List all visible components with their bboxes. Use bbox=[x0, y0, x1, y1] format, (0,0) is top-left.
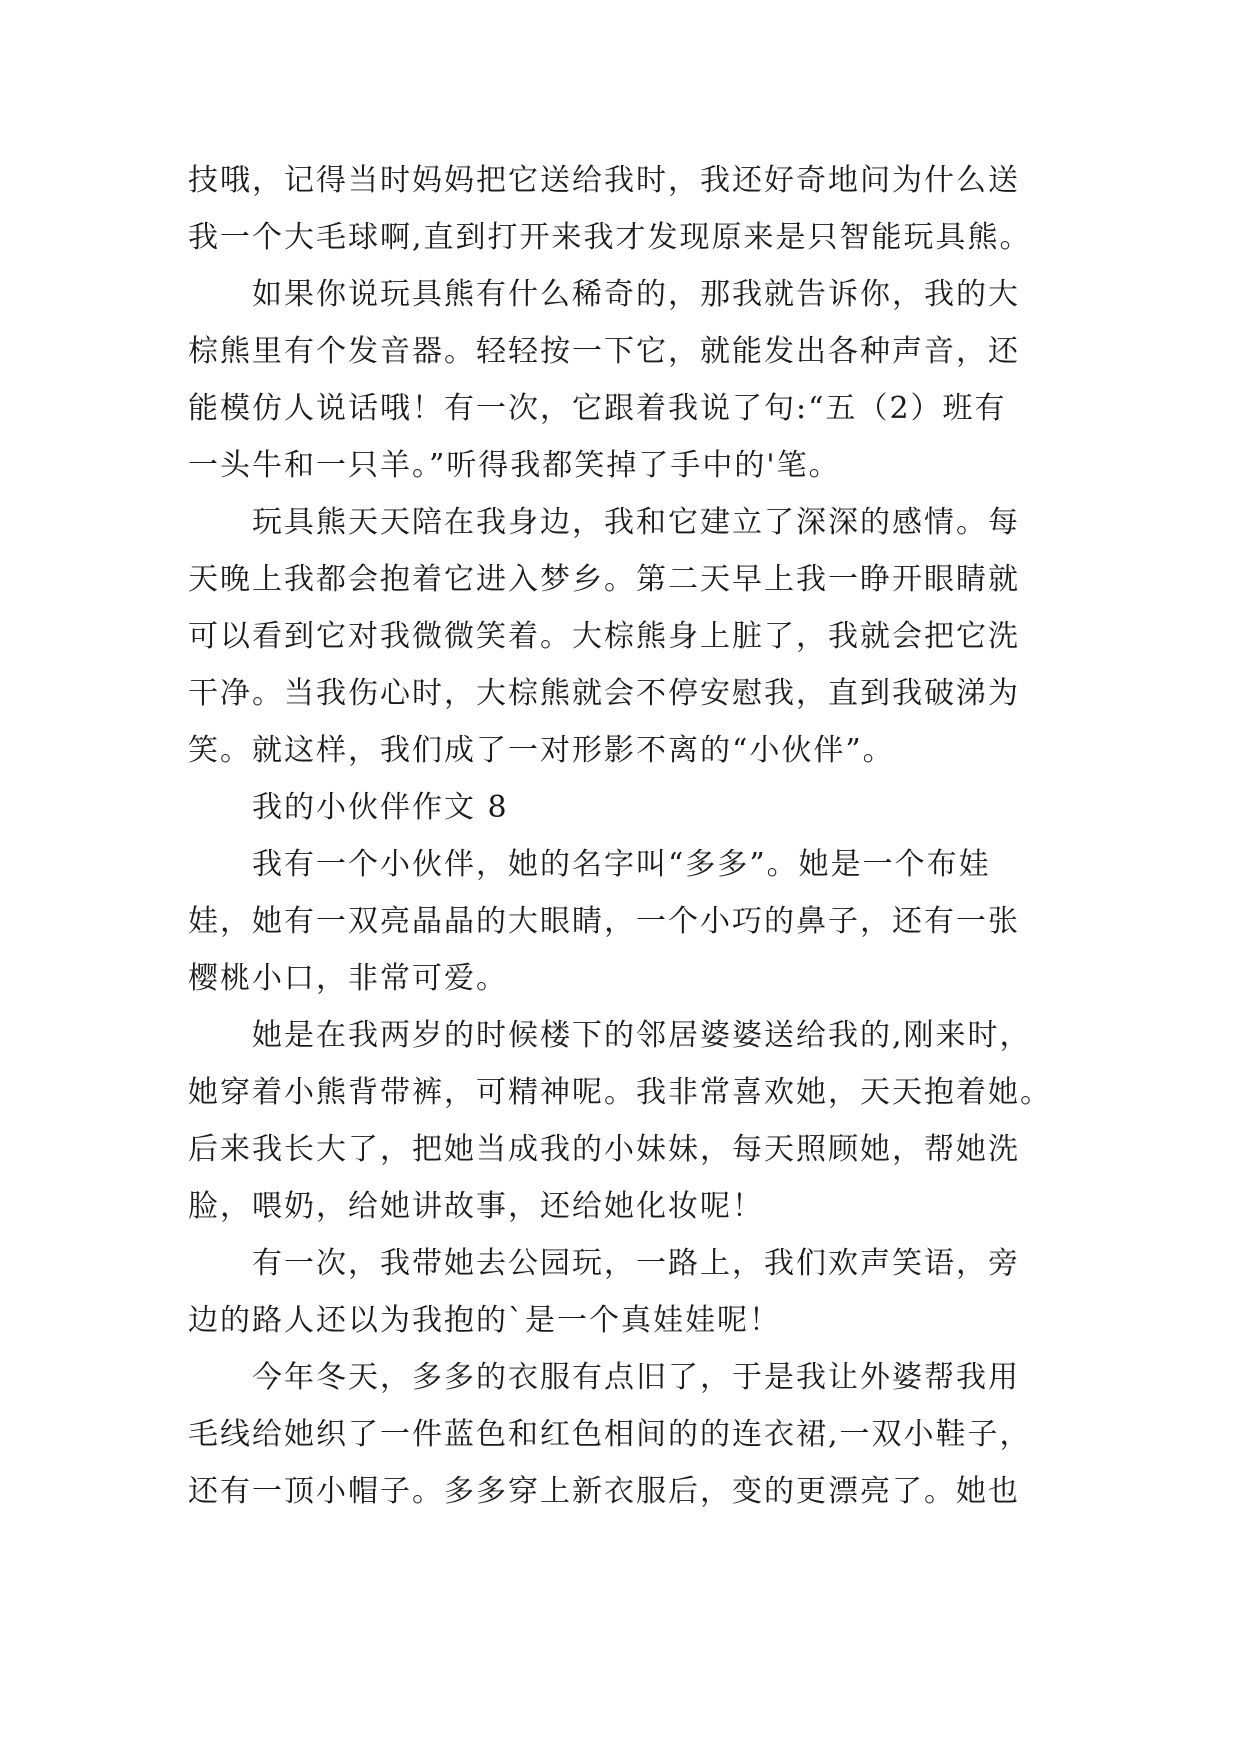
text-line: 她穿着小熊背带裤，可精神呢。我非常喜欢她，天天抱着她。 bbox=[188, 1075, 1052, 1110]
text-line: 还有一顶小帽子。多多穿上新衣服后，变的更漂亮了。她也 bbox=[188, 1474, 1020, 1509]
text-line: 她是在我两岁的时候楼下的邻居婆婆送给我的,刚来时， bbox=[252, 1018, 1032, 1053]
text-line: 可以看到它对我微微笑着。大棕熊身上脏了，我就会把它洗 bbox=[188, 619, 1020, 654]
text-line: 天晚上我都会抱着它进入梦乡。第二天早上我一睁开眼睛就 bbox=[188, 562, 1020, 597]
text-line: 笑。就这样，我们成了一对形影不离的“小伙伴”。 bbox=[188, 733, 895, 768]
text-line: 玩具熊天天陪在我身边，我和它建立了深深的感情。每 bbox=[252, 505, 1020, 540]
text-line: 娃，她有一双亮晶晶的大眼睛，一个小巧的鼻子，还有一张 bbox=[188, 904, 1020, 939]
text-line: 如果你说玩具熊有什么稀奇的，那我就告诉你，我的大 bbox=[252, 277, 1020, 312]
text-line: 干净。当我伤心时，大棕熊就会不停安慰我，直到我破涕为 bbox=[188, 676, 1020, 711]
section-heading: 我的小伙伴作文 8 bbox=[252, 790, 509, 825]
text-line: 脸，喂奶，给她讲故事，还给她化妆呢！ bbox=[188, 1189, 764, 1224]
text-line: 一头牛和一只羊。”听得我都笑掉了手中的'笔。 bbox=[188, 448, 841, 483]
document-body bbox=[188, 152, 1058, 1520]
text-line: 后来我长大了，把她当成我的小妹妹，每天照顾她，帮她洗 bbox=[188, 1132, 1020, 1167]
text-line: 今年冬天，多多的衣服有点旧了，于是我让外婆帮我用 bbox=[252, 1360, 1020, 1395]
text-line: 能模仿人说话哦！有一次，它跟着我说了句:“五（2）班有 bbox=[188, 391, 1007, 426]
text-line: 樱桃小口，非常可爱。 bbox=[188, 961, 508, 996]
text-line: 技哦，记得当时妈妈把它送给我时，我还好奇地问为什么送 bbox=[188, 163, 1020, 198]
text-line: 有一次，我带她去公园玩，一路上，我们欢声笑语，旁 bbox=[252, 1246, 1020, 1281]
text-line: 棕熊里有个发音器。轻轻按一下它，就能发出各种声音，还 bbox=[188, 334, 1020, 369]
text-line: 边的路人还以为我抱的`是一个真娃娃呢！ bbox=[188, 1303, 781, 1338]
text-line: 毛线给她织了一件蓝色和红色相间的的连衣裙,一双小鞋子， bbox=[188, 1417, 1032, 1452]
text-line: 我一个大毛球啊,直到打开来我才发现原来是只智能玩具熊。 bbox=[188, 220, 1032, 255]
text-line: 我有一个小伙伴，她的名字叫“多多”。她是一个布娃 bbox=[252, 847, 991, 882]
